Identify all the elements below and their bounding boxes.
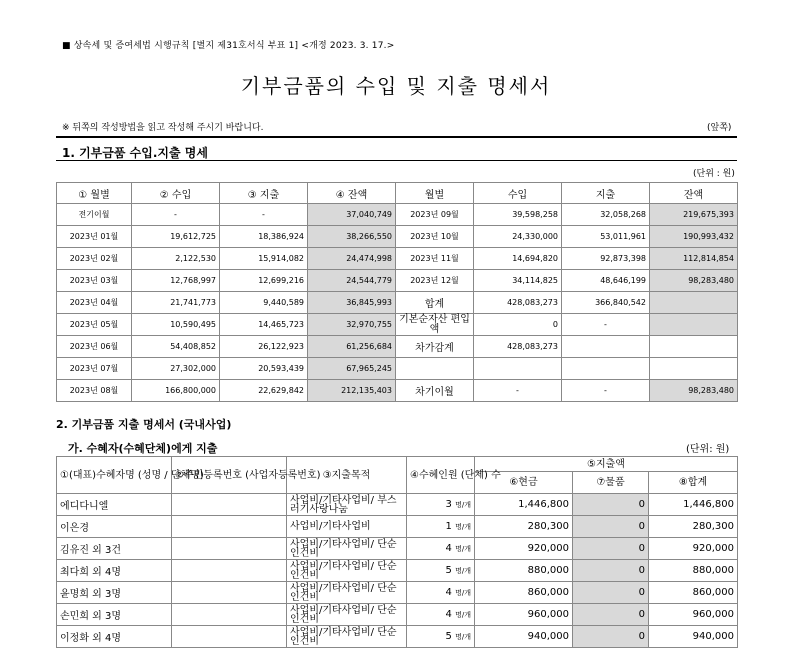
page-side-label: (앞쪽) — [707, 123, 732, 133]
month-cell: 2023년 07월 — [57, 358, 132, 380]
balance-cell: 24,544,779 — [308, 270, 396, 292]
income-cell: 54,408,852 — [132, 336, 220, 358]
expense-cell: 53,011,961 — [562, 226, 650, 248]
count-value: 3 — [445, 499, 452, 510]
count-unit: 명/개 — [455, 611, 471, 619]
month-cell: 차가감계 — [396, 336, 474, 358]
page-title: 기부금품의 수입 및 지출 명세서 — [240, 74, 552, 98]
balance-cell: 38,266,550 — [308, 226, 396, 248]
month-cell — [396, 358, 474, 380]
count-value: 1 — [445, 521, 452, 532]
expense-cell: - — [562, 314, 650, 336]
recipient-count — [407, 538, 475, 560]
goods-amount: 0 — [573, 538, 649, 560]
section1-unit: (단위 : 원) — [693, 169, 735, 179]
total-amount: 880,000 — [649, 560, 738, 582]
recipient-count — [407, 604, 475, 626]
purpose: 사업비/기타사업비/ 단순인건비 — [287, 582, 407, 604]
col-header-amount: ⑤지출액 — [475, 457, 738, 472]
table-row — [57, 336, 738, 358]
expense-cell — [562, 358, 650, 380]
purpose: 사업비/기타사업비/ 단순인건비 — [287, 626, 407, 648]
table-row — [57, 560, 738, 582]
recipient-name: 손민희 외 3명 — [57, 604, 172, 626]
reg-number — [172, 516, 287, 538]
reg-number — [172, 538, 287, 560]
table-row — [57, 582, 738, 604]
form-header: ■ 상속세 및 증여세법 시행규칙 [별지 제31호서식 부표 1] <개정 2023. 3. 17.> — [62, 41, 395, 51]
count-unit: 명/개 — [455, 545, 471, 553]
balance-cell: 190,993,432 — [650, 226, 738, 248]
table-row — [57, 292, 738, 314]
cash-amount: 960,000 — [475, 604, 573, 626]
count-value: 4 — [445, 587, 452, 598]
expense-cell: 26,122,923 — [220, 336, 308, 358]
total-amount: 920,000 — [649, 538, 738, 560]
balance-cell: 67,965,245 — [308, 358, 396, 380]
balance-cell — [650, 314, 738, 336]
table-row — [57, 248, 738, 270]
table-row — [57, 516, 738, 538]
section2-unit: (단위: 원) — [686, 444, 730, 455]
goods-amount: 0 — [573, 582, 649, 604]
balance-cell: 112,814,854 — [650, 248, 738, 270]
col-header-count: ④수혜인원 (단체) 수 — [407, 457, 475, 494]
table-header-row — [57, 183, 738, 204]
month-cell: 기본순자산 편입액 — [396, 314, 474, 336]
balance-cell: 61,256,684 — [308, 336, 396, 358]
month-cell: 2023년 04월 — [57, 292, 132, 314]
reg-number — [172, 560, 287, 582]
recipient-name: 윤명희 외 3명 — [57, 582, 172, 604]
table-row — [57, 270, 738, 292]
month-cell: 2023년 11월 — [396, 248, 474, 270]
income-cell: 21,741,773 — [132, 292, 220, 314]
month-cell: 합계 — [396, 292, 474, 314]
count-unit: 명/개 — [455, 523, 471, 531]
column-header: ③ 지출 — [220, 183, 308, 204]
income-cell: 12,768,997 — [132, 270, 220, 292]
expense-cell: 12,699,216 — [220, 270, 308, 292]
balance-cell: 32,970,755 — [308, 314, 396, 336]
cash-amount: 880,000 — [475, 560, 573, 582]
recipient-count — [407, 560, 475, 582]
goods-amount: 0 — [573, 560, 649, 582]
divider — [56, 136, 737, 138]
expense-cell: 14,465,723 — [220, 314, 308, 336]
goods-amount: 0 — [573, 516, 649, 538]
count-unit: 명/개 — [455, 567, 471, 575]
purpose: 사업비/기타사업비/ 단순인건비 — [287, 538, 407, 560]
table-row — [57, 538, 738, 560]
expense-cell: 48,646,199 — [562, 270, 650, 292]
col-header-reg-number: ②주민등록번호 (사업자등록번호) — [172, 457, 287, 494]
reg-number — [172, 494, 287, 516]
balance-cell — [650, 292, 738, 314]
total-amount: 960,000 — [649, 604, 738, 626]
count-unit: 명/개 — [455, 501, 471, 509]
income-expense-table — [56, 182, 738, 402]
balance-cell: 37,040,749 — [308, 204, 396, 226]
recipient-name: 김유진 외 3건 — [57, 538, 172, 560]
count-unit: 명/개 — [455, 589, 471, 597]
recipient-count — [407, 494, 475, 516]
purpose: 사업비/기타사업비/ 부스러기사랑나눔 — [287, 494, 407, 516]
table-row — [57, 358, 738, 380]
expense-cell: 22,629,842 — [220, 380, 308, 402]
goods-amount: 0 — [573, 494, 649, 516]
column-header: 지출 — [562, 183, 650, 204]
expense-cell — [562, 336, 650, 358]
recipient-name: 에디다니엘 — [57, 494, 172, 516]
month-cell: 2023년 02월 — [57, 248, 132, 270]
column-header: ② 수입 — [132, 183, 220, 204]
income-cell: 2,122,530 — [132, 248, 220, 270]
month-cell: 2023년 06월 — [57, 336, 132, 358]
cash-amount: 280,300 — [475, 516, 573, 538]
table-row — [57, 626, 738, 648]
total-amount: 860,000 — [649, 582, 738, 604]
expense-cell: 20,593,439 — [220, 358, 308, 380]
balance-cell — [650, 336, 738, 358]
expense-cell: - — [220, 204, 308, 226]
cash-amount: 920,000 — [475, 538, 573, 560]
income-cell: 0 — [474, 314, 562, 336]
table-row — [57, 314, 738, 336]
month-cell: 2023년 10월 — [396, 226, 474, 248]
income-cell: 10,590,495 — [132, 314, 220, 336]
expenditure-table — [56, 456, 738, 648]
balance-cell: 212,135,403 — [308, 380, 396, 402]
section1-title: 1. 기부금품 수입.지출 명세 — [62, 146, 208, 160]
total-amount: 280,300 — [649, 516, 738, 538]
reg-number — [172, 604, 287, 626]
month-cell: 2023년 09월 — [396, 204, 474, 226]
table-row — [57, 226, 738, 248]
month-cell: 2023년 03월 — [57, 270, 132, 292]
recipient-name: 이은경 — [57, 516, 172, 538]
reg-number — [172, 582, 287, 604]
income-cell: 27,302,000 — [132, 358, 220, 380]
income-cell: 34,114,825 — [474, 270, 562, 292]
col-header-cash: ⑥현금 — [475, 472, 573, 494]
count-value: 5 — [445, 631, 452, 642]
balance-cell: 219,675,393 — [650, 204, 738, 226]
income-cell: 428,083,273 — [474, 336, 562, 358]
count-value: 4 — [445, 609, 452, 620]
recipient-name: 이정화 외 4명 — [57, 626, 172, 648]
month-cell: 2023년 01월 — [57, 226, 132, 248]
column-header: 월별 — [396, 183, 474, 204]
income-cell: - — [132, 204, 220, 226]
recipient-name: 최다희 외 4명 — [57, 560, 172, 582]
expense-cell: 9,440,589 — [220, 292, 308, 314]
month-cell: 2023년 08월 — [57, 380, 132, 402]
table-row — [57, 380, 738, 402]
cash-amount: 860,000 — [475, 582, 573, 604]
income-cell: 24,330,000 — [474, 226, 562, 248]
expense-cell: - — [562, 380, 650, 402]
count-unit: 명/개 — [455, 633, 471, 641]
column-header: ① 월별 — [57, 183, 132, 204]
expense-cell: 92,873,398 — [562, 248, 650, 270]
balance-cell: 98,283,480 — [650, 380, 738, 402]
count-value: 4 — [445, 543, 452, 554]
column-header: 잔액 — [650, 183, 738, 204]
purpose: 사업비/기타사업비/ 단순인건비 — [287, 560, 407, 582]
goods-amount: 0 — [573, 604, 649, 626]
income-cell — [474, 358, 562, 380]
table-row — [57, 204, 738, 226]
column-header: ④ 잔액 — [308, 183, 396, 204]
cash-amount: 1,446,800 — [475, 494, 573, 516]
recipient-count — [407, 582, 475, 604]
col-header-goods: ⑦물품 — [573, 472, 649, 494]
income-cell: 14,694,820 — [474, 248, 562, 270]
total-amount: 940,000 — [649, 626, 738, 648]
col-header-total: ⑧합계 — [649, 472, 738, 494]
income-cell: 39,598,258 — [474, 204, 562, 226]
cash-amount: 940,000 — [475, 626, 573, 648]
reg-number — [172, 626, 287, 648]
month-cell: 차기이월 — [396, 380, 474, 402]
recipient-count — [407, 516, 475, 538]
expense-cell: 18,386,924 — [220, 226, 308, 248]
section2-title: 2. 기부금품 지출 명세서 (국내사업) — [56, 418, 232, 431]
purpose: 사업비/기타사업비 — [287, 516, 407, 538]
balance-cell: 36,845,993 — [308, 292, 396, 314]
column-header: 수입 — [474, 183, 562, 204]
divider — [56, 160, 737, 161]
purpose: 사업비/기타사업비/ 단순인건비 — [287, 604, 407, 626]
income-cell: 166,800,000 — [132, 380, 220, 402]
total-amount: 1,446,800 — [649, 494, 738, 516]
goods-amount: 0 — [573, 626, 649, 648]
col-header-purpose: ③지출목적 — [287, 457, 407, 494]
balance-cell: 24,474,998 — [308, 248, 396, 270]
balance-cell: 98,283,480 — [650, 270, 738, 292]
table-row — [57, 604, 738, 626]
expense-cell: 32,058,268 — [562, 204, 650, 226]
balance-cell — [650, 358, 738, 380]
instruction-note: ※ 뒤쪽의 작성방법을 읽고 작성해 주시기 바랍니다. — [62, 123, 264, 133]
expense-cell: 15,914,082 — [220, 248, 308, 270]
col-header-recipient: ①(대표)수혜자명 (성명 / 단체명) — [57, 457, 172, 494]
count-value: 5 — [445, 565, 452, 576]
income-cell: 19,612,725 — [132, 226, 220, 248]
month-cell: 전기이월 — [57, 204, 132, 226]
table-row — [57, 494, 738, 516]
recipient-count — [407, 626, 475, 648]
income-cell: 428,083,273 — [474, 292, 562, 314]
income-cell: - — [474, 380, 562, 402]
section2-subtitle: 가. 수혜자(수혜단체)에게 지출 — [68, 442, 218, 455]
month-cell: 2023년 05월 — [57, 314, 132, 336]
expense-cell: 366,840,542 — [562, 292, 650, 314]
month-cell: 2023년 12월 — [396, 270, 474, 292]
